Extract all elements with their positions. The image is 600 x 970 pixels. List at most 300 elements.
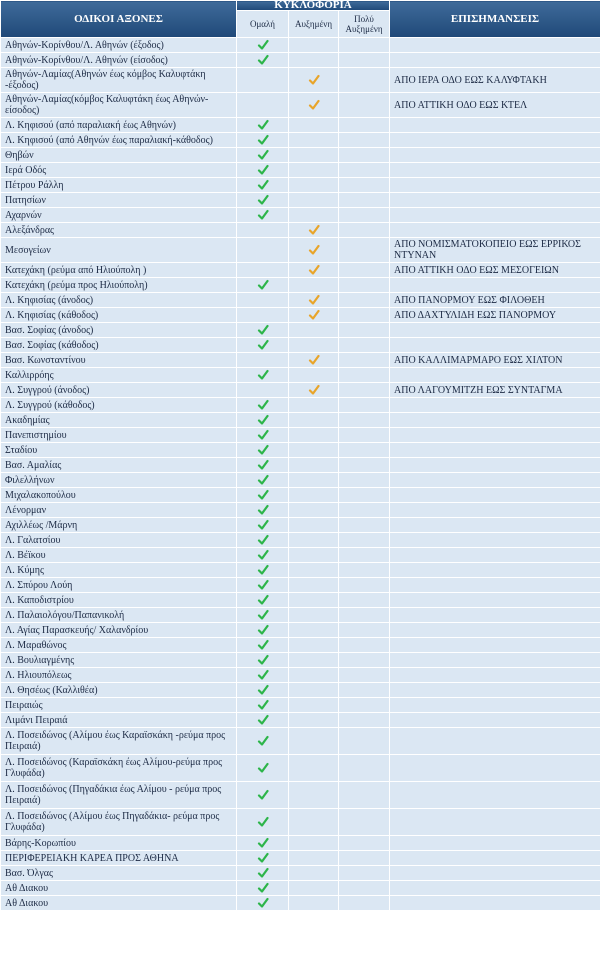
- status-cell-very-increased: [339, 238, 390, 263]
- note-cell: [390, 118, 600, 133]
- road-name: Λ. Κηφισίας (κάθοδος): [1, 308, 237, 323]
- note-cell: [390, 428, 600, 443]
- status-cell-very-increased: [339, 782, 390, 809]
- status-cell-normal: [237, 698, 289, 713]
- table-row: [1, 593, 600, 608]
- status-cell-very-increased: [339, 713, 390, 728]
- road-name: Αθηνών-Κορίνθου/Λ. Αθηνών (είσοδος): [1, 53, 237, 68]
- status-cell-normal: [237, 809, 289, 836]
- status-cell-increased: [289, 398, 339, 413]
- note-cell: [390, 223, 600, 238]
- status-cell-normal: [237, 851, 289, 866]
- status-cell-normal: [237, 353, 289, 368]
- status-cell-very-increased: [339, 133, 390, 148]
- table-row: [1, 178, 600, 193]
- table-row: [1, 836, 600, 851]
- table-row: [1, 353, 600, 368]
- status-cell-increased: [289, 488, 339, 503]
- status-cell-normal: [237, 683, 289, 698]
- check-icon: [257, 639, 269, 651]
- status-cell-very-increased: [339, 851, 390, 866]
- status-cell-very-increased: [339, 473, 390, 488]
- status-cell-increased: [289, 53, 339, 68]
- status-cell-normal: [237, 413, 289, 428]
- table-row: [1, 503, 600, 518]
- status-cell-very-increased: [339, 413, 390, 428]
- status-cell-very-increased: [339, 118, 390, 133]
- table-row: [1, 53, 600, 68]
- road-name: Λ. Ποσειδώνος (Αλίμου έως Καραϊσκάκη -ρεύμα προς Πειραιά): [1, 728, 237, 755]
- check-icon: [257, 134, 269, 146]
- check-icon: [308, 74, 320, 86]
- check-icon: [257, 474, 269, 486]
- road-name: Σταδίου: [1, 443, 237, 458]
- table-row: [1, 338, 600, 353]
- status-cell-very-increased: [339, 638, 390, 653]
- note-cell: [390, 323, 600, 338]
- note-cell: [390, 473, 600, 488]
- note-cell: [390, 53, 600, 68]
- road-name: Λ. Βουλιαγμένης: [1, 653, 237, 668]
- check-icon: [257, 119, 269, 131]
- road-name: Φιλελλήνων: [1, 473, 237, 488]
- status-cell-very-increased: [339, 728, 390, 755]
- check-icon: [257, 279, 269, 291]
- status-cell-normal: [237, 578, 289, 593]
- road-name: Λ. Γαλατσίου: [1, 533, 237, 548]
- status-cell-increased: [289, 118, 339, 133]
- status-cell-very-increased: [339, 668, 390, 683]
- status-cell-very-increased: [339, 563, 390, 578]
- status-cell-normal: [237, 896, 289, 911]
- status-cell-normal: [237, 458, 289, 473]
- status-cell-increased: [289, 638, 339, 653]
- status-cell-increased: [289, 353, 339, 368]
- status-cell-increased: [289, 278, 339, 293]
- table-row: [1, 782, 600, 809]
- status-cell-normal: [237, 398, 289, 413]
- note-cell: [390, 653, 600, 668]
- check-icon: [257, 816, 269, 828]
- status-cell-very-increased: [339, 193, 390, 208]
- table-row: [1, 728, 600, 755]
- table-row: [1, 809, 600, 836]
- road-name: Κατεχάκη (ρεύμα προς Ηλιούπολη): [1, 278, 237, 293]
- status-cell-normal: [237, 503, 289, 518]
- check-icon: [257, 837, 269, 849]
- status-cell-very-increased: [339, 53, 390, 68]
- check-icon: [257, 339, 269, 351]
- table-row: [1, 193, 600, 208]
- note-cell: [390, 713, 600, 728]
- check-icon: [257, 504, 269, 516]
- status-cell-increased: [289, 308, 339, 323]
- note-cell: ΑΠΟ ΛΑΓΟΥΜΙΤΖΗ ΕΩΣ ΣΥΝΤΑΓΜΑ: [390, 383, 600, 398]
- road-name: Λ. Μαραθώνος: [1, 638, 237, 653]
- status-cell-very-increased: [339, 503, 390, 518]
- table-row: [1, 866, 600, 881]
- traffic-group-header: ΚΥΚΛΟΦΟΡΙΑ: [237, 1, 390, 11]
- status-cell-increased: [289, 223, 339, 238]
- table-row: [1, 518, 600, 533]
- status-cell-very-increased: [339, 38, 390, 53]
- note-cell: [390, 623, 600, 638]
- note-cell: [390, 866, 600, 881]
- check-icon: [308, 244, 320, 256]
- note-cell: ΑΠΟ ΝΟΜΙΣΜΑΤΟΚΟΠΕΙΟ ΕΩΣ ΕΡΡΙΚΟΣ ΝΤΥΝΑΝ: [390, 238, 600, 263]
- note-cell: [390, 578, 600, 593]
- table-row: [1, 896, 600, 911]
- table-row: [1, 398, 600, 413]
- status-cell-very-increased: [339, 368, 390, 383]
- check-icon: [257, 624, 269, 636]
- road-name: Αθ Διακου: [1, 896, 237, 911]
- table-row: [1, 368, 600, 383]
- status-cell-increased: [289, 881, 339, 896]
- check-icon: [308, 99, 320, 111]
- note-cell: [390, 178, 600, 193]
- road-name: Πανεπιστημίου: [1, 428, 237, 443]
- road-name: Λένορμαν: [1, 503, 237, 518]
- note-cell: [390, 533, 600, 548]
- road-name: Αθηνών-Λαμίας(Αθηνών έως κόμβος Καλυφτάκη -έξοδος): [1, 68, 237, 93]
- status-cell-very-increased: [339, 809, 390, 836]
- check-icon: [257, 39, 269, 51]
- road-name: Λ. Κηφισού (από παραλιακή έως Αθηνών): [1, 118, 237, 133]
- check-icon: [257, 735, 269, 747]
- status-cell-increased: [289, 518, 339, 533]
- table-row: [1, 293, 600, 308]
- status-cell-very-increased: [339, 208, 390, 223]
- status-cell-normal: [237, 728, 289, 755]
- table-row: [1, 428, 600, 443]
- status-cell-increased: [289, 755, 339, 782]
- status-cell-increased: [289, 851, 339, 866]
- road-name: Λ. Αγίας Παρασκευής/ Χαλανδρίου: [1, 623, 237, 638]
- status-cell-increased: [289, 133, 339, 148]
- normal-header: Ομαλή: [237, 11, 289, 38]
- status-cell-normal: [237, 443, 289, 458]
- status-cell-increased: [289, 193, 339, 208]
- status-cell-very-increased: [339, 755, 390, 782]
- status-cell-very-increased: [339, 578, 390, 593]
- increased-header: Αυξημένη: [289, 11, 339, 38]
- note-cell: [390, 851, 600, 866]
- note-cell: [390, 608, 600, 623]
- status-cell-very-increased: [339, 836, 390, 851]
- note-cell: [390, 755, 600, 782]
- status-cell-very-increased: [339, 593, 390, 608]
- status-cell-increased: [289, 383, 339, 398]
- status-cell-normal: [237, 653, 289, 668]
- check-icon: [257, 444, 269, 456]
- check-icon: [257, 762, 269, 774]
- road-name: Λ. Κύμης: [1, 563, 237, 578]
- status-cell-normal: [237, 623, 289, 638]
- road-name: Λ. Ποσειδώνος (Καραϊσκάκη έως Αλίμου-ρεύμα προς Γλυφάδα): [1, 755, 237, 782]
- table-row: [1, 383, 600, 398]
- status-cell-increased: [289, 338, 339, 353]
- status-cell-increased: [289, 896, 339, 911]
- road-axes-header: ΟΔΙΚΟΙ ΑΞΟΝΕΣ: [1, 1, 237, 38]
- status-cell-normal: [237, 368, 289, 383]
- note-cell: [390, 518, 600, 533]
- status-cell-increased: [289, 548, 339, 563]
- status-cell-increased: [289, 368, 339, 383]
- note-cell: [390, 563, 600, 578]
- status-cell-normal: [237, 563, 289, 578]
- status-cell-very-increased: [339, 533, 390, 548]
- check-icon: [257, 564, 269, 576]
- status-cell-very-increased: [339, 308, 390, 323]
- check-icon: [308, 264, 320, 276]
- check-icon: [257, 429, 269, 441]
- table-row: [1, 38, 600, 53]
- status-cell-very-increased: [339, 223, 390, 238]
- note-cell: ΑΠΟ ΠΑΝΟΡΜΟΥ ΕΩΣ ΦΙΛΟΘΕΗ: [390, 293, 600, 308]
- status-cell-very-increased: [339, 353, 390, 368]
- check-icon: [308, 224, 320, 236]
- check-icon: [257, 714, 269, 726]
- table-row: [1, 533, 600, 548]
- note-cell: [390, 698, 600, 713]
- status-cell-increased: [289, 623, 339, 638]
- status-cell-normal: [237, 38, 289, 53]
- note-cell: ΑΠΟ ΔΑΧΤΥΛΙΔΗ ΕΩΣ ΠΑΝΟΡΜΟΥ: [390, 308, 600, 323]
- check-icon: [308, 294, 320, 306]
- check-icon: [257, 489, 269, 501]
- status-cell-very-increased: [339, 458, 390, 473]
- status-cell-very-increased: [339, 68, 390, 93]
- status-cell-normal: [237, 53, 289, 68]
- road-name: Βάρης-Κορωπίου: [1, 836, 237, 851]
- table-row: [1, 238, 600, 263]
- notes-header: ΕΠΙΣΗΜΑΝΣΕΙΣ: [390, 1, 600, 38]
- status-cell-very-increased: [339, 653, 390, 668]
- check-icon: [257, 609, 269, 621]
- check-icon: [257, 699, 269, 711]
- status-cell-normal: [237, 308, 289, 323]
- road-name: Αθηνών-Λαμίας(κόμβος Καλυφτάκη έως Αθηνών-είσοδος): [1, 93, 237, 118]
- status-cell-normal: [237, 338, 289, 353]
- check-icon: [257, 579, 269, 591]
- status-cell-very-increased: [339, 683, 390, 698]
- check-icon: [257, 179, 269, 191]
- status-cell-increased: [289, 503, 339, 518]
- status-cell-increased: [289, 668, 339, 683]
- note-cell: [390, 809, 600, 836]
- road-name: Λ. Βέϊκου: [1, 548, 237, 563]
- check-icon: [257, 882, 269, 894]
- road-name: Λ. Ποσειδώνος (Αλίμου έως Πηγαδάκια- ρεύμα προς Γλυφάδα): [1, 809, 237, 836]
- check-icon: [257, 789, 269, 801]
- road-name: Αλεξάνδρας: [1, 223, 237, 238]
- status-cell-very-increased: [339, 428, 390, 443]
- check-icon: [257, 399, 269, 411]
- road-name: Μεσογείων: [1, 238, 237, 263]
- check-icon: [257, 164, 269, 176]
- check-icon: [257, 414, 269, 426]
- status-cell-very-increased: [339, 293, 390, 308]
- status-cell-increased: [289, 578, 339, 593]
- table-row: [1, 563, 600, 578]
- note-cell: ΑΠΟ ΙΕΡΑ ΟΔΟ ΕΩΣ ΚΑΛΥΦΤΑΚΗ: [390, 68, 600, 93]
- table-row: [1, 263, 600, 278]
- status-cell-increased: [289, 68, 339, 93]
- road-name: Βασ. Σοφίας (κάθοδος): [1, 338, 237, 353]
- note-cell: [390, 148, 600, 163]
- road-name: Λ. Σπύρου Λούη: [1, 578, 237, 593]
- note-cell: [390, 338, 600, 353]
- table-row: [1, 578, 600, 593]
- note-cell: [390, 668, 600, 683]
- status-cell-increased: [289, 208, 339, 223]
- table-row: [1, 208, 600, 223]
- status-cell-very-increased: [339, 518, 390, 533]
- status-cell-normal: [237, 866, 289, 881]
- status-cell-increased: [289, 323, 339, 338]
- status-cell-normal: [237, 593, 289, 608]
- status-cell-very-increased: [339, 278, 390, 293]
- status-cell-normal: [237, 782, 289, 809]
- table-row: [1, 278, 600, 293]
- status-cell-normal: [237, 755, 289, 782]
- status-cell-normal: [237, 473, 289, 488]
- status-cell-increased: [289, 238, 339, 263]
- status-cell-increased: [289, 38, 339, 53]
- status-cell-normal: [237, 518, 289, 533]
- table-row: [1, 755, 600, 782]
- check-icon: [257, 852, 269, 864]
- note-cell: [390, 163, 600, 178]
- status-cell-increased: [289, 563, 339, 578]
- table-row: [1, 223, 600, 238]
- status-cell-increased: [289, 866, 339, 881]
- status-cell-very-increased: [339, 488, 390, 503]
- note-cell: [390, 728, 600, 755]
- note-cell: [390, 368, 600, 383]
- note-cell: [390, 133, 600, 148]
- status-cell-very-increased: [339, 263, 390, 278]
- road-name: ΠΕΡΙΦΕΡΕΙΑΚΗ ΚΑΡΕΑ ΠΡΟΣ ΑΘΗΝΑ: [1, 851, 237, 866]
- check-icon: [308, 384, 320, 396]
- status-cell-increased: [289, 713, 339, 728]
- status-cell-increased: [289, 728, 339, 755]
- status-cell-normal: [237, 293, 289, 308]
- status-cell-normal: [237, 193, 289, 208]
- table-row: [1, 683, 600, 698]
- status-cell-very-increased: [339, 866, 390, 881]
- status-cell-very-increased: [339, 383, 390, 398]
- note-cell: ΑΠΟ ΑΤΤΙΚΗ ΟΔΟ ΕΩΣ ΜΕΣΟΓΕΙΩΝ: [390, 263, 600, 278]
- check-icon: [308, 354, 320, 366]
- status-cell-normal: [237, 836, 289, 851]
- status-cell-normal: [237, 488, 289, 503]
- table-row: [1, 638, 600, 653]
- note-cell: [390, 38, 600, 53]
- check-icon: [257, 194, 269, 206]
- status-cell-very-increased: [339, 323, 390, 338]
- table-row: [1, 713, 600, 728]
- status-cell-increased: [289, 653, 339, 668]
- check-icon: [257, 324, 269, 336]
- note-cell: [390, 458, 600, 473]
- status-cell-normal: [237, 428, 289, 443]
- status-cell-normal: [237, 668, 289, 683]
- check-icon: [257, 54, 269, 66]
- status-cell-very-increased: [339, 623, 390, 638]
- note-cell: ΑΠΟ ΚΑΛΛΙΜΑΡΜΑΡΟ ΕΩΣ ΧΙΛΤΟΝ: [390, 353, 600, 368]
- road-name: Βασ. Κωνσταντίνου: [1, 353, 237, 368]
- note-cell: [390, 208, 600, 223]
- status-cell-increased: [289, 836, 339, 851]
- check-icon: [257, 209, 269, 221]
- status-cell-normal: [237, 263, 289, 278]
- check-icon: [257, 534, 269, 546]
- status-cell-normal: [237, 118, 289, 133]
- status-cell-very-increased: [339, 608, 390, 623]
- road-name: Βασ. Αμαλίας: [1, 458, 237, 473]
- table-row: [1, 68, 600, 93]
- road-name: Πατησίων: [1, 193, 237, 208]
- status-cell-normal: [237, 383, 289, 398]
- table-row: [1, 548, 600, 563]
- table-row: [1, 458, 600, 473]
- status-cell-very-increased: [339, 148, 390, 163]
- note-cell: [390, 503, 600, 518]
- table-row: [1, 413, 600, 428]
- status-cell-normal: [237, 133, 289, 148]
- status-cell-increased: [289, 458, 339, 473]
- road-name: Βασ. Όλγας: [1, 866, 237, 881]
- road-name: Μιχαλακοπούλου: [1, 488, 237, 503]
- table-row: [1, 698, 600, 713]
- status-cell-very-increased: [339, 398, 390, 413]
- status-cell-increased: [289, 148, 339, 163]
- status-cell-normal: [237, 608, 289, 623]
- road-name: Καλλιρρόης: [1, 368, 237, 383]
- note-cell: [390, 413, 600, 428]
- table-row: [1, 668, 600, 683]
- table-row: [1, 608, 600, 623]
- note-cell: [390, 638, 600, 653]
- table-row: [1, 443, 600, 458]
- road-name: Πειραιώς: [1, 698, 237, 713]
- status-cell-very-increased: [339, 896, 390, 911]
- check-icon: [257, 669, 269, 681]
- table-row: [1, 323, 600, 338]
- status-cell-normal: [237, 208, 289, 223]
- road-name: Λ. Θησέως (Καλλιθέα): [1, 683, 237, 698]
- note-cell: [390, 782, 600, 809]
- table-row: [1, 851, 600, 866]
- check-icon: [257, 897, 269, 909]
- note-cell: [390, 548, 600, 563]
- status-cell-increased: [289, 698, 339, 713]
- road-name: Θηβών: [1, 148, 237, 163]
- status-cell-normal: [237, 178, 289, 193]
- road-name: Κατεχάκη (ρεύμα από Ηλιούπολη ): [1, 263, 237, 278]
- status-cell-normal: [237, 68, 289, 93]
- check-icon: [257, 654, 269, 666]
- road-name: Αθ Διακου: [1, 881, 237, 896]
- status-cell-normal: [237, 533, 289, 548]
- status-cell-very-increased: [339, 178, 390, 193]
- note-cell: [390, 683, 600, 698]
- status-cell-increased: [289, 593, 339, 608]
- check-icon: [257, 867, 269, 879]
- check-icon: [257, 684, 269, 696]
